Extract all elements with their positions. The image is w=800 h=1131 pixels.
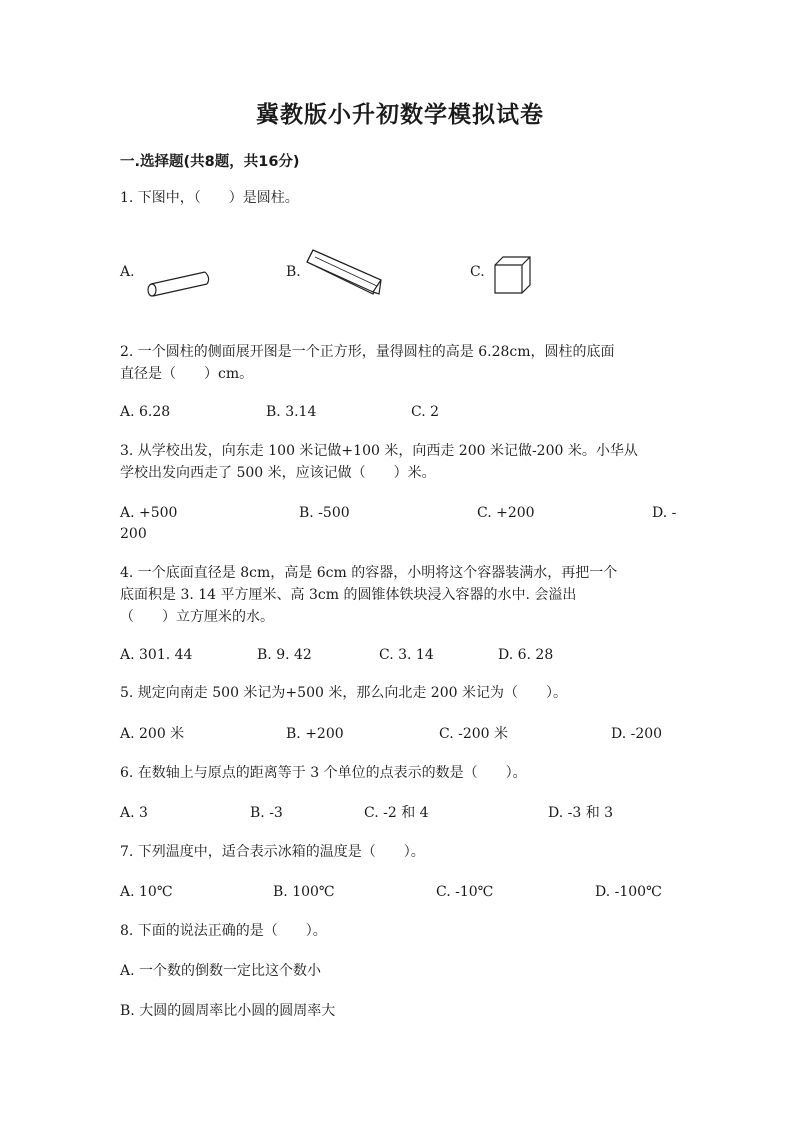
option-3c: C. +200 [477, 505, 535, 521]
option-5d: D. -200 [611, 726, 663, 742]
question-4-line-1: 4. 一个底面直径是 8cm，高是 6cm 的容器，小明将这个容器装满水，再把一个 [120, 565, 618, 581]
question-8: 8. 下面的说法正确的是（ ）。 [120, 923, 327, 939]
option-6b: B. -3 [250, 805, 283, 821]
option-2b: B. 3.14 [266, 404, 317, 420]
option-6d: D. -3 和 3 [548, 805, 614, 821]
option-4b: B. 9. 42 [257, 647, 312, 663]
option-1b: B. [286, 264, 301, 280]
triangular-prism-icon [303, 246, 385, 298]
question-5: 5. 规定向南走 500 米记为+500 米，那么向北走 200 米记为（ ）。 [120, 685, 567, 701]
option-5b: B. +200 [286, 726, 344, 742]
section-heading: 一.选择题(共8题，共16分) [120, 154, 300, 170]
cube-icon [492, 254, 534, 296]
option-5a: A. 200 米 [120, 726, 185, 742]
option-2a: A. 6.28 [120, 404, 171, 420]
option-7c: C. -10℃ [436, 884, 494, 900]
question-7: 7. 下列温度中，适合表示冰箱的温度是（ ）。 [120, 844, 425, 860]
option-3d: D. - [652, 505, 677, 521]
option-1a: A. [120, 264, 135, 280]
option-5c: C. -200 米 [439, 726, 509, 742]
option-3a: A. +500 [120, 505, 178, 521]
option-4d: D. 6. 28 [498, 647, 554, 663]
option-3d-wrap: 200 [120, 526, 147, 542]
option-7b: B. 100℃ [273, 884, 335, 900]
question-2-line-2: 直径是（ ）cm。 [120, 366, 254, 382]
option-6a: A. 3 [120, 805, 148, 821]
question-2-line-1: 2. 一个圆柱的侧面展开图是一个正方形，量得圆柱的高是 6.28cm，圆柱的底面 [120, 344, 615, 360]
option-8b: B. 大圆的圆周率比小圆的圆周率大 [120, 1003, 336, 1019]
option-6c: C. -2 和 4 [364, 805, 429, 821]
option-7a: A. 10℃ [120, 884, 173, 900]
option-8a: A. 一个数的倒数一定比这个数小 [120, 963, 322, 979]
question-3-line-1: 3. 从学校出发，向东走 100 米记做+100 米，向西走 200 米记做-200 米。小华从 [120, 443, 638, 459]
option-1c: C. [470, 264, 485, 280]
question-4-line-2: 底面积是 3. 14 平方厘米、高 3cm 的圆锥体铁块浸入容器的水中. 会溢出 [120, 587, 577, 603]
option-4a: A. 301. 44 [120, 647, 193, 663]
question-6: 6. 在数轴上与原点的距离等于 3 个单位的点表示的数是（ ）。 [120, 765, 527, 781]
option-3b: B. -500 [299, 505, 350, 521]
page-title: 冀教版小升初数学模拟试卷 [256, 102, 544, 128]
question-4-line-3: （ ）立方厘米的水。 [120, 609, 274, 625]
option-4c: C. 3. 14 [379, 647, 434, 663]
question-3-line-2: 学校出发向西走了 500 米，应该记做（ ）米。 [120, 465, 436, 481]
question-1: 1. 下图中，（ ）是圆柱。 [120, 190, 299, 206]
option-2c: C. 2 [411, 404, 440, 420]
option-7d: D. -100℃ [595, 884, 662, 900]
cylinder-icon [142, 268, 214, 302]
